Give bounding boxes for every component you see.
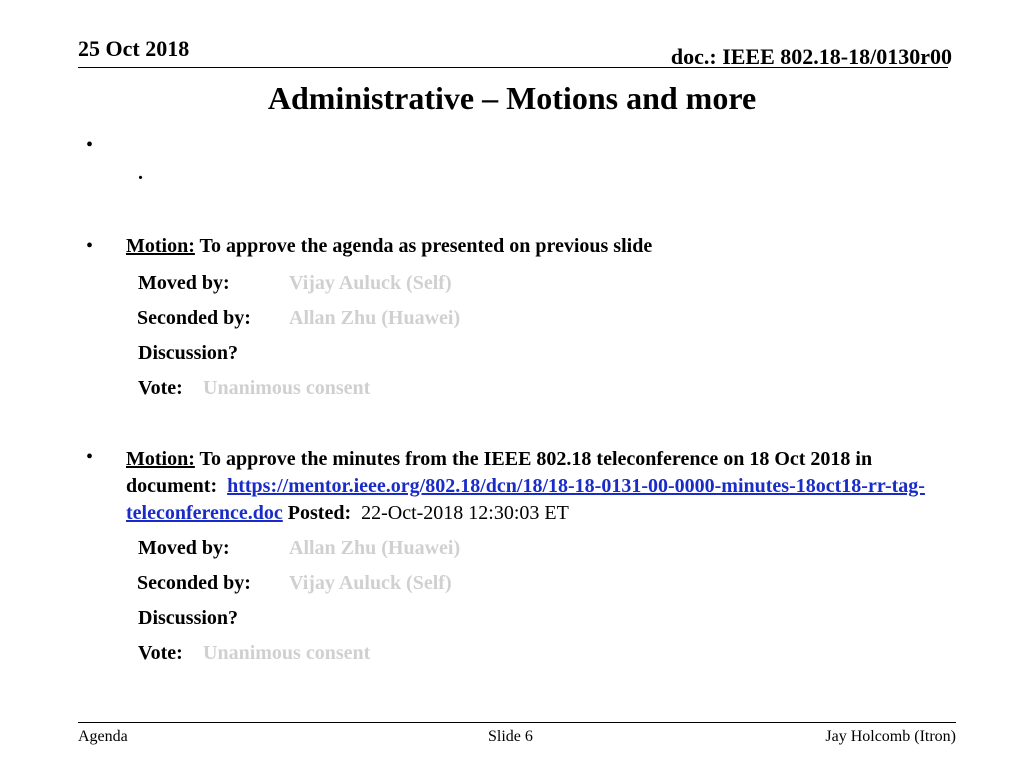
- motion1-statement: [126, 235, 652, 258]
- motion2-text: To approve the minutes from the IEEE 802.18 teleconference on 18 Oct 2018 in document:: [126, 448, 873, 497]
- slide-title: Administrative – Motions and more: [267, 80, 757, 116]
- motion1-vote-value: Unanimous consent: [203, 377, 371, 399]
- motion2-posted-value: 22-Oct-2018 12:30:03 ET: [361, 502, 569, 524]
- motion1-vote-label: Vote:: [138, 377, 183, 399]
- motion2-seconded-value: Vijay Auluck (Self): [289, 572, 452, 594]
- motion1-discussion: Discussion?: [138, 342, 239, 364]
- motion2-document-link[interactable]: https://mentor.ieee.org/802.18/dcn/18/18-18-0131-00-0000-minutes-18oct18-rr-tag-teleconference.doc: [126, 475, 925, 524]
- motion2-vote-label: Vote:: [138, 642, 183, 664]
- motion2-statement: [126, 446, 926, 527]
- motion2-label: Motion:: [126, 448, 195, 470]
- motion1-seconded-label: Seconded by:: [137, 307, 251, 329]
- motion1-label: Motion:: [126, 235, 195, 257]
- header-date: 25 Oct 2018: [78, 36, 190, 61]
- motion1-seconded-value: Allan Zhu (Huawei): [289, 307, 461, 329]
- sub-dot: .: [138, 162, 143, 184]
- motion1-moved-label: Moved by:: [138, 272, 230, 294]
- motion1-moved-value: Vijay Auluck (Self): [289, 272, 452, 294]
- header-doc-id: doc.: IEEE 802.18-18/0130r00: [670, 44, 952, 69]
- motion2-discussion: Discussion?: [138, 607, 239, 629]
- footer-agenda: Agenda: [78, 728, 128, 745]
- footer-divider: [78, 722, 956, 723]
- empty-bullet: •: [86, 134, 94, 156]
- motion2-bullet: •: [86, 446, 94, 468]
- motion1-text: To approve the agenda as presented on previous slide: [199, 235, 653, 257]
- header-divider: [78, 67, 948, 68]
- motion2-moved-label: Moved by:: [138, 537, 230, 559]
- motion2-posted-label: Posted:: [287, 502, 352, 524]
- motion1-bullet: •: [86, 235, 94, 257]
- motion2-moved-value: Allan Zhu (Huawei): [289, 537, 461, 559]
- motion2-seconded-label: Seconded by:: [137, 572, 251, 594]
- footer-author: Jay Holcomb (Itron): [825, 728, 956, 745]
- footer-slide-number: Slide 6: [488, 728, 533, 745]
- motion2-vote-value: Unanimous consent: [203, 642, 371, 664]
